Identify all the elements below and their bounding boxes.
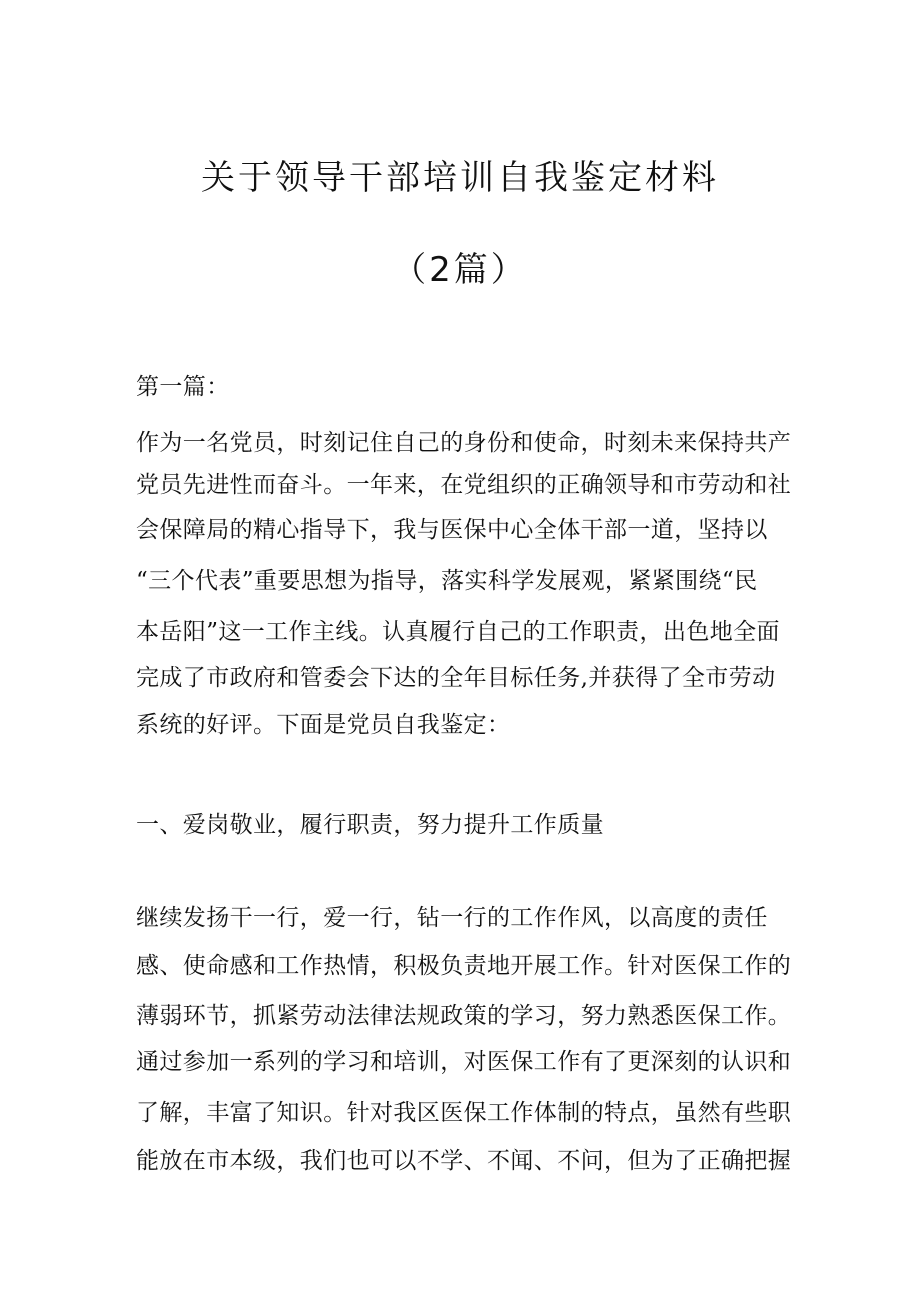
intro-line: 完成了市政府和管委会下达的全年目标任务,并获得了全市劳动 [136,665,776,691]
document-title: 关于领导干部培训自我鉴定材料 [201,158,719,198]
intro-line: 系统的好评。下面是党员自我鉴定： [136,712,511,738]
body-line: 通过参加一系列的学习和培训，对医保工作有了更深刻的认识和 [136,1049,792,1075]
body-line: 了解，丰富了知识。针对我区医保工作体制的特点，虽然有些职 [136,1100,792,1126]
section-label: 第一篇： [136,374,230,400]
body-line: 能放在市本级，我们也可以不学、不闻、不问，但为了正确把握 [136,1148,792,1174]
intro-line: 作为一名党员，时刻记住自己的身份和使命，时刻未来保持共产 [136,430,792,456]
intro-line: 会保障局的精心指导下，我与医保中心全体干部一道，坚持以 [136,517,768,543]
body-line: 薄弱环节，抓紧劳动法律法规政策的学习，努力熟悉医保工作。 [136,1003,792,1029]
intro-line: “三个代表”重要思想为指导，落实科学发展观，紧紧围绕“民 [136,568,758,594]
intro-line: 党员先进性而奋斗。一年来，在党组织的正确领导和市劳动和社 [136,472,792,498]
section-heading: 一、爱岗敬业，履行职责，努力提升工作质量 [136,812,604,838]
body-line: 感、使命感和工作热情，积极负责地开展工作。针对医保工作的 [136,953,792,979]
document-subtitle: （2篇） [392,250,528,290]
intro-line: 本岳阳”这一工作主线。认真履行自己的工作职责，出色地全面 [136,619,780,645]
body-line: 继续发扬干一行，爱一行，钻一行的工作作风，以高度的责任 [136,905,768,931]
